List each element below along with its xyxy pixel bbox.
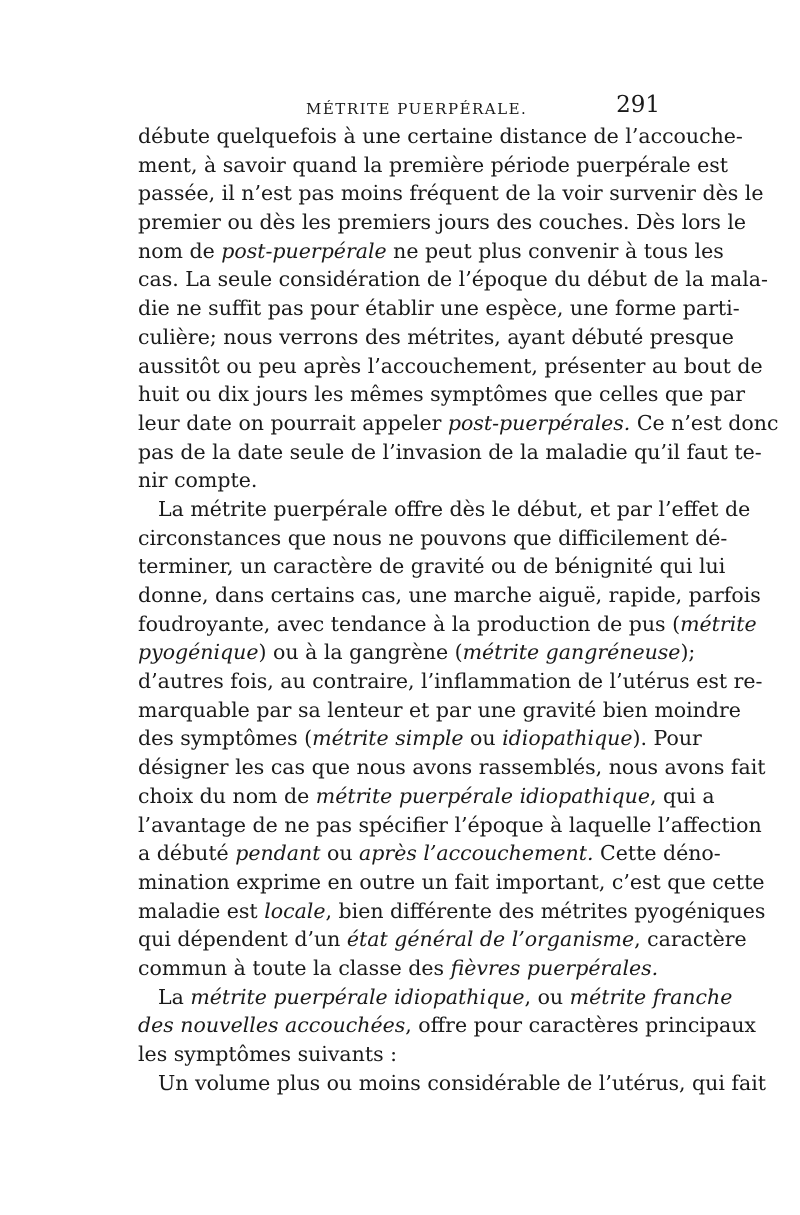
text-segment: , ou	[524, 984, 570, 1009]
text-line	[138, 552, 726, 581]
italic-text: fièvres puerpérales.	[450, 955, 659, 980]
italic-text: métrite simple	[312, 726, 464, 751]
text-segment: choix du nom de	[138, 783, 316, 808]
text-line	[138, 352, 763, 381]
text-line	[138, 782, 715, 811]
italic-text: pendant	[235, 841, 321, 866]
text-line	[138, 839, 721, 868]
text-line	[138, 983, 733, 1012]
text-line	[138, 294, 740, 323]
text-segment: , caractère	[634, 927, 747, 952]
text-line	[138, 1011, 756, 1040]
text-segment: ou	[463, 726, 503, 751]
text-segment: ne peut plus convenir à tous les	[386, 238, 724, 263]
text-segment: terminer, un caractère de gravité ou de bénignité qui lui	[138, 554, 726, 579]
italic-text: post-puerpérale	[221, 238, 387, 263]
italic-text: métrite franche	[569, 984, 733, 1009]
text-segment: ou	[320, 841, 360, 866]
text-segment: a débuté	[138, 841, 236, 866]
text-line	[138, 438, 762, 467]
text-line	[138, 811, 762, 840]
text-line	[138, 323, 734, 352]
text-line	[138, 696, 741, 725]
text-segment: La métrite puerpérale offre dès le début, et par l’effet de	[158, 496, 751, 521]
running-title: MÉTRITE PUERPÉRALE.	[306, 100, 528, 118]
text-line	[138, 954, 660, 983]
text-segment: ). Pour	[632, 726, 702, 751]
italic-text: après l’accouchement.	[359, 841, 594, 866]
text-segment: huit ou dix jours les mêmes symptômes que celles que par	[138, 382, 746, 407]
italic-text: métrite gangréneuse	[462, 640, 681, 665]
text-segment: passée, il n’est pas moins fréquent de la voir survenir dès le	[138, 181, 764, 206]
text-line	[138, 667, 763, 696]
text-segment: nom de	[138, 238, 222, 263]
text-segment: foudroyante, avec tendance à la production de pus (	[138, 611, 681, 636]
text-line	[138, 638, 696, 667]
text-segment: premier ou dès les premiers jours des couches. Dès lors le	[138, 210, 747, 235]
text-segment: , bien différente des métrites pyogéniques	[325, 898, 766, 923]
text-segment: des symptômes (	[138, 726, 313, 751]
text-segment: die ne suffit pas pour établir une espèce, une forme parti-	[138, 296, 740, 321]
text-segment: );	[680, 640, 696, 665]
text-line	[138, 409, 779, 438]
text-line	[138, 1040, 660, 1069]
text-line	[138, 179, 764, 208]
text-line	[138, 753, 766, 782]
text-line	[138, 495, 751, 524]
text-segment: les symptômes suivants :	[138, 1042, 398, 1066]
text-line	[138, 925, 747, 954]
text-segment: aussitôt ou peu après l’accouchement, présenter au bout de	[138, 353, 763, 378]
text-line	[138, 208, 747, 237]
text-segment: l’avantage de ne pas spécifier l’époque à laquelle l’affection	[138, 812, 762, 837]
text-line	[138, 466, 660, 495]
text-segment: commun à toute la classe des	[138, 955, 451, 980]
text-line	[138, 1069, 767, 1098]
text-line	[138, 581, 761, 610]
text-segment: ) ou à la gangrène (	[258, 640, 463, 665]
text-segment: désigner les cas que nous avons rassemblés, nous avons fait	[138, 755, 766, 780]
text-segment: leur date on pourrait appeler	[138, 410, 448, 435]
text-line	[138, 610, 757, 639]
text-segment: pas de la date seule de l’invasion de la maladie qu’il faut te-	[138, 439, 762, 464]
text-line	[138, 524, 728, 553]
page-number: 291	[616, 92, 660, 118]
text-segment: , qui a	[649, 783, 715, 808]
italic-text: idiopathique	[502, 726, 633, 751]
italic-text: métrite	[680, 611, 757, 636]
text-segment: nir compte.	[138, 468, 258, 493]
text-line	[138, 122, 743, 151]
text-segment: mination exprime en outre un fait important, c’est que cette	[138, 869, 765, 894]
text-line	[138, 151, 728, 180]
text-segment: donne, dans certains cas, une marche aiguë, rapide, parfois	[138, 583, 761, 607]
italic-text: pyogénique	[138, 640, 259, 665]
text-segment: circonstances que nous ne pouvons que difficilement dé-	[138, 525, 728, 550]
text-line	[138, 724, 702, 753]
text-segment: Ce n’est donc	[630, 410, 779, 435]
text-segment: culière; nous verrons des métrites, ayant débuté presque	[138, 324, 734, 349]
text-segment: ment, à savoir quand la première période puerpérale est	[138, 152, 728, 177]
italic-text: métrite puerpérale idiopathique	[315, 783, 650, 808]
text-segment: qui dépendent d’un	[138, 927, 347, 952]
text-line	[138, 265, 768, 294]
text-line	[138, 897, 766, 926]
text-segment: Un volume plus ou moins considérable de l’utérus, qui fait	[158, 1070, 767, 1095]
text-line	[138, 868, 765, 897]
text-segment: , offre pour caractères principaux	[405, 1013, 756, 1038]
italic-text: des nouvelles accouchées	[138, 1013, 406, 1038]
body-text	[138, 122, 779, 1097]
italic-text: post-puerpérales.	[447, 410, 631, 435]
italic-text: métrite puerpérale idiopathique	[190, 984, 525, 1009]
text-segment: cas. La seule considération de l’époque du début de la mala-	[138, 267, 768, 292]
text-line	[138, 380, 746, 409]
text-segment: d’autres fois, au contraire, l’inflammation de l’utérus est re-	[138, 669, 763, 694]
italic-text: locale	[264, 898, 326, 923]
italic-text: état général de l’organisme	[346, 927, 635, 952]
text-line	[138, 237, 724, 266]
text-segment: marquable par sa lenteur et par une gravité bien moindre	[138, 697, 741, 722]
text-segment: Cette déno-	[593, 841, 721, 866]
text-segment: débute quelquefois à une certaine distance de l’accouche-	[138, 124, 743, 148]
text-segment: maladie est	[138, 898, 265, 923]
text-segment: La	[158, 984, 191, 1009]
